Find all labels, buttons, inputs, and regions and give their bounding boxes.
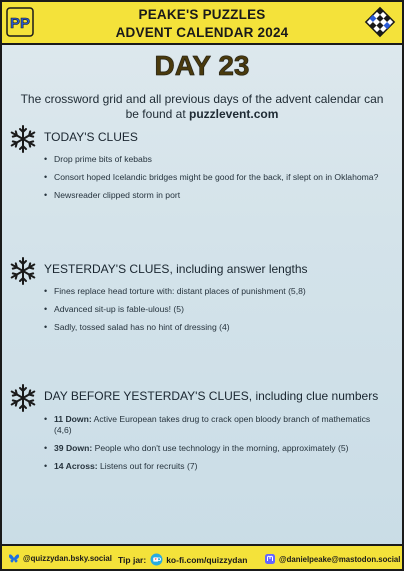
snowflake-icon: [8, 124, 38, 154]
tipjar[interactable]: [118, 553, 247, 566]
kofi-cup-icon: [150, 553, 163, 566]
svg-text:PP: PP: [9, 15, 31, 32]
bluesky-text: @quizzydan.bsky.social: [23, 554, 112, 563]
clue-item: [44, 154, 390, 165]
mastodon-icon: [264, 553, 276, 565]
header-banner: [0, 0, 404, 45]
tipjar-label: Tip jar:: [118, 554, 147, 565]
section-heading: DAY BEFORE YESTERDAY'S CLUES, including clue numbers: [44, 389, 379, 403]
site-title: PEAKE'S PUZZLES: [138, 7, 266, 22]
clue-text: Fines replace head torture with: distant places of punishment (5,8): [54, 286, 306, 296]
butterfly-icon: [8, 553, 20, 564]
intro-line: The crossword grid and all previous days of the advent calendar can be found at: [20, 92, 384, 121]
clue-text: Sadly, tossed salad has no hint of dressing (4): [54, 322, 230, 332]
section-heading: YESTERDAY'S CLUES, including answer lengths: [44, 262, 308, 276]
clue-list: [44, 414, 390, 479]
day-title: DAY 23: [154, 50, 250, 81]
clue-text: People who don't use technology in the morning, approximately (5): [92, 443, 349, 453]
clue-ref: 11 Down:: [54, 414, 92, 424]
calendar-title: ADVENT CALENDAR 2024: [115, 25, 289, 40]
puzzlevent-link[interactable]: puzzlevent.com: [189, 107, 279, 121]
clue-text: Advanced sit-up is fable-ulous! (5): [54, 304, 184, 314]
day-before-yesterday-section: [8, 383, 398, 493]
clue-list: [44, 154, 390, 208]
clue-item: [44, 190, 390, 201]
crossword-grid-icon: [364, 6, 396, 38]
clue-text: Active European takes drug to crack open bloody branch of mathematics (4,6): [54, 414, 371, 435]
clue-item: [44, 461, 390, 472]
section-heading: TODAY'S CLUES: [44, 130, 138, 144]
clue-text: Listens out for recruits (7): [97, 461, 198, 471]
yesterdays-clues-section: [8, 256, 398, 356]
snowflake-icon: [8, 256, 38, 286]
clue-item: [44, 304, 390, 315]
kofi-link[interactable]: ko-fi.com/quizzydan: [166, 554, 248, 565]
todays-clues-section: [8, 124, 398, 234]
clue-item: [44, 443, 390, 454]
clue-item: [44, 286, 390, 297]
mastodon-handle[interactable]: [264, 553, 400, 565]
footer-banner: [0, 544, 404, 571]
clue-list: [44, 286, 390, 340]
mastodon-text: @danielpeake@mastodon.social: [279, 554, 401, 564]
clue-item: [44, 172, 390, 183]
clue-text: Newsreader clipped storm in port: [54, 190, 181, 200]
clue-text: Drop prime bits of kebabs: [54, 154, 152, 164]
clue-ref: 14 Across:: [54, 461, 98, 471]
intro-text: [20, 92, 384, 122]
clue-ref: 39 Down:: [54, 443, 93, 453]
clue-text: Consort hoped Icelandic bridges might be good for the back, if slept on in Oklahoma?: [54, 172, 379, 182]
clue-item: [44, 322, 390, 333]
clue-item: [44, 414, 390, 436]
snowflake-icon: [8, 383, 38, 413]
bluesky-handle[interactable]: [8, 553, 112, 564]
